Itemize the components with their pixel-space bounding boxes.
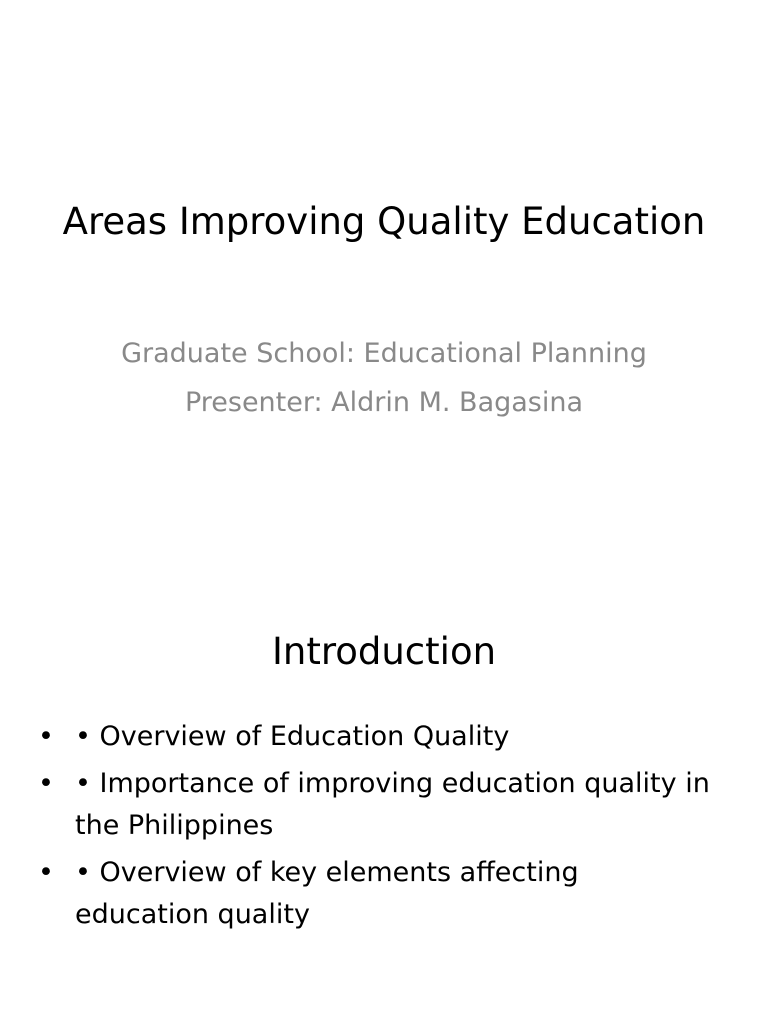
list-item <box>38 716 718 758</box>
slide-heading: Introduction <box>271 630 497 673</box>
introduction-slide <box>0 512 768 1024</box>
subtitle-line-course: Graduate School: Educational Planning <box>121 338 647 369</box>
bullet-list <box>38 716 718 941</box>
list-item <box>38 763 718 847</box>
subtitle-line-presenter: Presenter: Aldrin M. Bagasina <box>184 387 584 418</box>
bullet-marker: • <box>38 721 54 752</box>
bullet-marker: • <box>38 857 54 888</box>
list-item-text: • Importance of improving education quality in the Philippines <box>75 768 710 841</box>
list-item <box>38 852 718 936</box>
slide-title: Areas Improving Quality Education <box>62 200 706 243</box>
list-item-text: • Overview of Education Quality <box>75 721 510 752</box>
bullet-marker: • <box>38 768 54 799</box>
list-item-text: • Overview of key elements affecting education quality <box>75 857 579 930</box>
slide-subtitle <box>110 334 658 432</box>
